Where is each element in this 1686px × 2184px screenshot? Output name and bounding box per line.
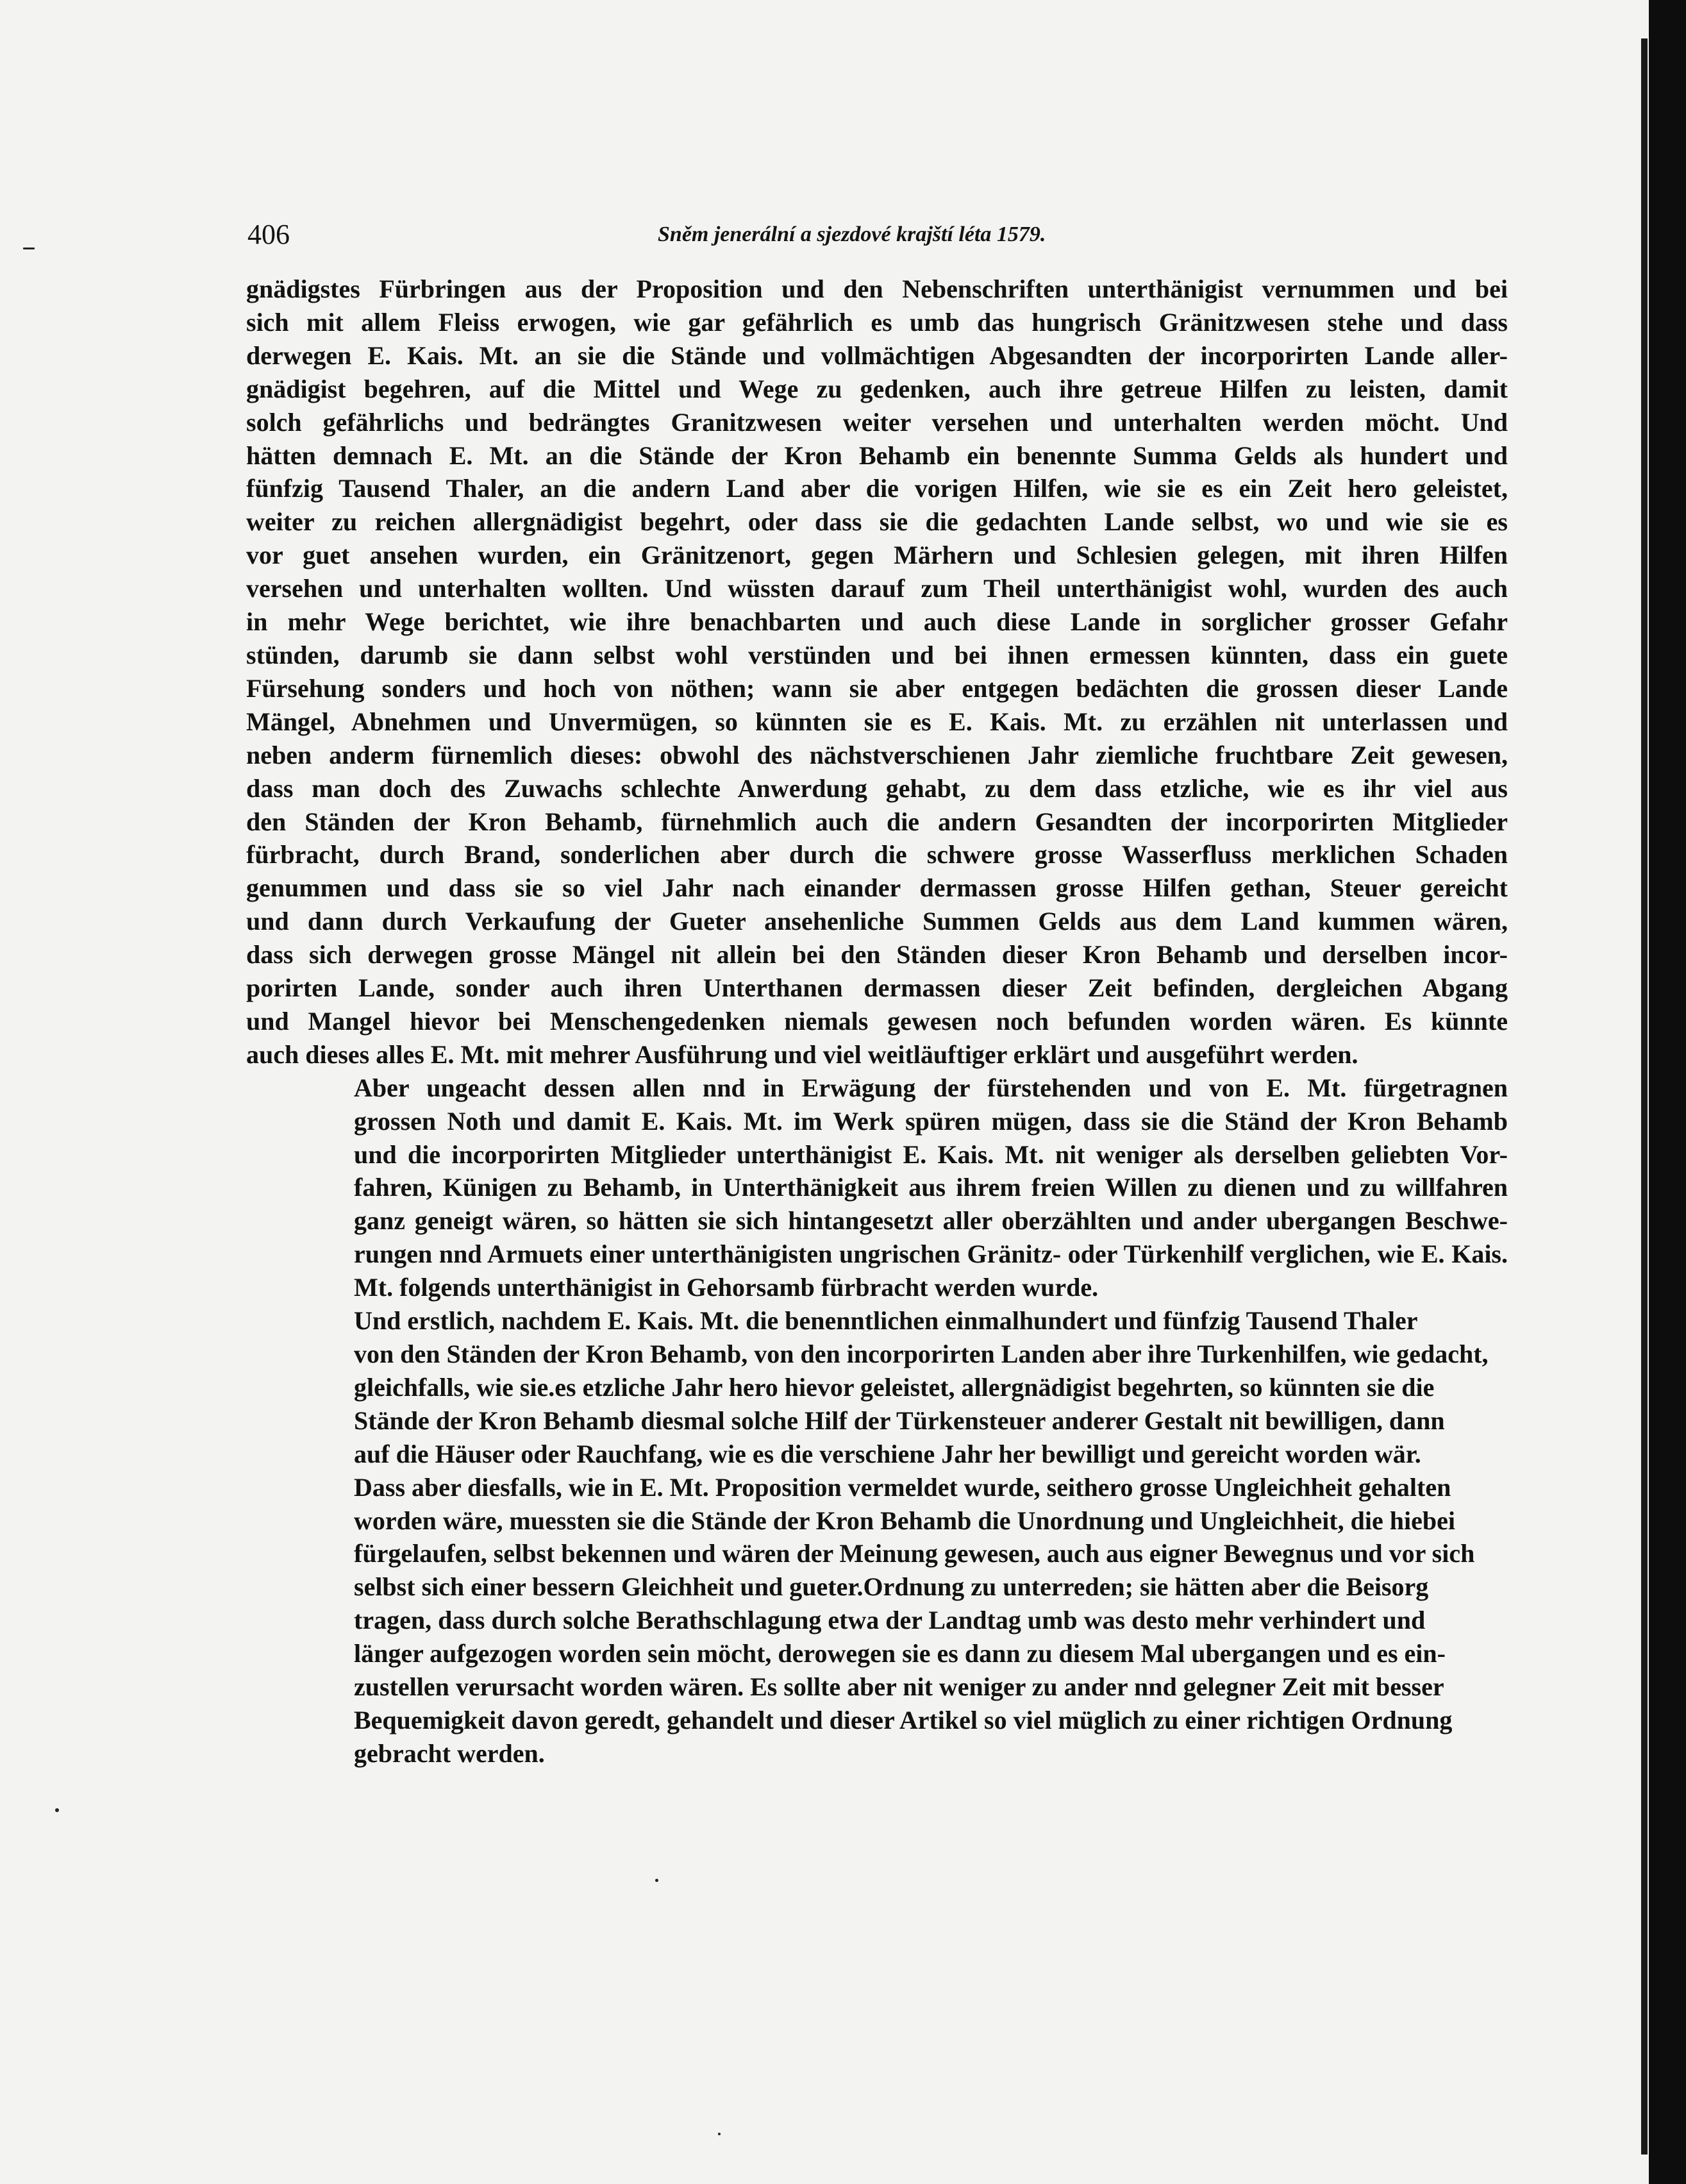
text-line: grossen Noth und damit E. Kais. Mt. im Werk spüren mügen, dass sie die Ständ der Kron Behamb [354,1106,1508,1136]
running-head [247,215,1478,254]
text-line: genummen und dass sie so viel Jahr nach einander dermassen grosse Hilfen gethan, Steuer gereicht [246,873,1508,903]
text-line: stünden, darumb sie dann selbst wohl verstünden und bei ihnen ermessen künnten, dass ein guete [246,640,1508,669]
text-line: vor guet ansehen wurden, ein Gränitzenort, gegen Märhern und Schlesien gelegen, mit ihren Hilfen [246,541,1508,570]
text-line: gebracht werden. [354,1738,545,1768]
text-line: gleichfalls, wie sie.es etzliche Jahr hero hievor geleistet, allergnädigist begehrten, so künnten sie die [354,1372,1435,1402]
text-line: fünfzig Tausend Thaler, an die andern Land aber die vorigen Hilfen, wie sie es ein Zeit hero geleistet, [246,474,1508,503]
text-line: zustellen verursacht worden wären. Es sollte aber nit weniger zu ander nnd gelegner Zeit mit besser [354,1672,1444,1702]
page-number: 406 [247,219,290,250]
paragraph [246,1071,1508,1304]
stain-mark [718,2133,721,2135]
text-line: Stände der Kron Behamb diesmal solche Hilf der Türkensteuer anderer Gestalt nit bewilligen, dann [354,1406,1445,1435]
text-line: und dann durch Verkaufung der Gueter ansehenliche Summen Gelds aus dem Land kummen wären, [246,907,1508,936]
text-line: dass man doch des Zuwachs schlechte Anwerdung gehabt, zu dem dass etzliche, wie es ihr viel aus [246,773,1508,803]
text-line: gnädigist begehren, auf die Mittel und Wege zu gedenken, auch ihre getreue Hilfen zu leisten, damit [246,374,1508,403]
stain-mark [655,1879,658,1882]
text-line: auch dieses alles E. Mt. mit mehrer Ausführung und viel weitläuftiger erklärt und ausgeführt werden. [246,1039,1358,1069]
text-line: solch gefährlichs und bedrängtes Granitzwesen weiter versehen und unterhalten werden möcht. Und [246,407,1508,437]
text-line: Fürsehung sonders und hoch von nöthen; wann sie aber entgegen bedächten die grossen dieser Lande [246,673,1508,703]
text-line: versehen und unterhalten wollten. Und wüssten darauf zum Theil unterthänigist wohl, wurden des auch [246,574,1508,603]
text-line: hätten demnach E. Mt. an die Stände der Kron Behamb ein benennte Summa Gelds als hundert und [246,441,1508,470]
text-line: von den Ständen der Kron Behamb, von den incorporirten Landen aber ihre Turkenhilfen, wie gedacht, [354,1340,1489,1368]
text-line: fürbracht, durch Brand, sonderlichen aber durch die schwere grosse Wasserfluss merklichen Schaden [246,840,1508,869]
text-line: und die incorporirten Mitglieder unterthänigist E. Kais. Mt. nit weniger als derselben geliebten Vor- [354,1139,1508,1169]
text-line: Aber ungeacht dessen allen nnd in Erwägung der fürstehenden und von E. Mt. fürgetragnen [354,1073,1508,1102]
stain-mark [55,1808,59,1812]
text-line: Dass aber diesfalls, wie in E. Mt. Proposition vermeldet wurde, seithero grosse Ungleichheit gehalten [354,1472,1451,1502]
text-line: länger aufgezogen worden sein möcht, derowegen sie es dann zu diesem Mal ubergangen und es ein- [354,1639,1446,1668]
page-edge-shadow [1641,38,1648,2155]
text-line: tragen, dass durch solche Berathschlagung etwa der Landtag umb was desto mehr verhindert und [354,1606,1426,1635]
text-line: Mt. folgends unterthänigist in Gehorsamb fürbracht werden wurde. [354,1273,1099,1302]
text-line: selbst sich einer bessern Gleichheit und gueter.Ordnung zu unterreden; sie hätten aber die Beisorg [354,1572,1429,1602]
paragraph [246,273,1508,1071]
text-line: fahren, Künigen zu Behamb, in Unterthänigkeit aus ihrem freien Willen zu dienen und zu willfahren [354,1173,1508,1202]
paragraph [246,1304,1508,1770]
text-line: rungen nnd Armuets einer unterthänigisten ungrischen Gränitz- oder Türkenhilf verglichen, wie E. Kais. [354,1239,1508,1269]
text-line: in mehr Wege berichtet, wie ihre benachbarten und auch diese Lande in sorglicher grosser Gefahr [246,607,1508,637]
text-line: ganz geneigt wären, so hätten sie sich hintangesetzt aller oberzählten und ander ubergangen Beschwe- [354,1206,1508,1236]
text-line: Und erstlich, nachdem E. Kais. Mt. die benenntlichen einmalhundert und fünfzig Tausend Thaler [354,1306,1418,1336]
text-line: fürgelaufen, selbst bekennen und wären der Meinung gewesen, auch aus eigner Bewegnus und vor sich [354,1539,1475,1568]
text-line: dass sich derwegen grosse Mängel nit allein bei den Ständen dieser Kron Behamb und derselben incor- [246,940,1508,970]
text-line: den Ständen der Kron Behamb, fürnehmlich auch die andern Gesandten der incorporirten Mitglieder [246,807,1508,836]
text-line: auf die Häuser oder Rauchfang, wie es die verschiene Jahr her bewilligt und gereicht worden wär. [354,1439,1421,1468]
text-line: Mängel, Abnehmen und Unvermügen, so künnten sie es E. Kais. Mt. zu erzählen nit unterlassen und [246,707,1508,736]
running-title: Sněm jenerální a sjezdové krajští léta 1579. [658,223,1046,246]
body-text [246,273,1508,1770]
stain-mark [23,248,35,249]
text-line: worden wäre, muessten sie die Stände der Kron Behamb die Unordnung und Ungleichheit, die hiebei [354,1506,1455,1535]
text-line: neben anderm fürnemlich dieses: obwohl des nächstverschienen Jahr ziemliche fruchtbare Zeit gewesen, [246,740,1508,769]
text-line: Bequemigkeit davon geredt, gehandelt und dieser Artikel so viel müglich zu einer richtigen Ordnung [354,1705,1453,1735]
text-line: weiter zu reichen allergnädigist begehrt, oder dass sie die gedachten Lande selbst, wo und wie sie es [246,507,1508,537]
text-line: sich mit allem Fleiss erwogen, wie gar gefährlich es umb das hungrisch Gränitzwesen stehe und dass [246,307,1508,337]
text-line: porirten Lande, sonder auch ihren Unterthanen dermassen dieser Zeit befinden, dergleichen Abgang [246,973,1508,1003]
text-line: und Mangel hievor bei Menschengedenken niemals gewesen noch befunden worden wären. Es künnte [246,1006,1508,1036]
text-line: gnädigstes Fürbringen aus der Proposition und den Nebenschriften unterthänigist vernummen und bei [246,274,1508,303]
text-line: derwegen E. Kais. Mt. an sie die Stände und vollmächtigen Abgesandten der incorporirten Lande aller- [246,340,1508,370]
